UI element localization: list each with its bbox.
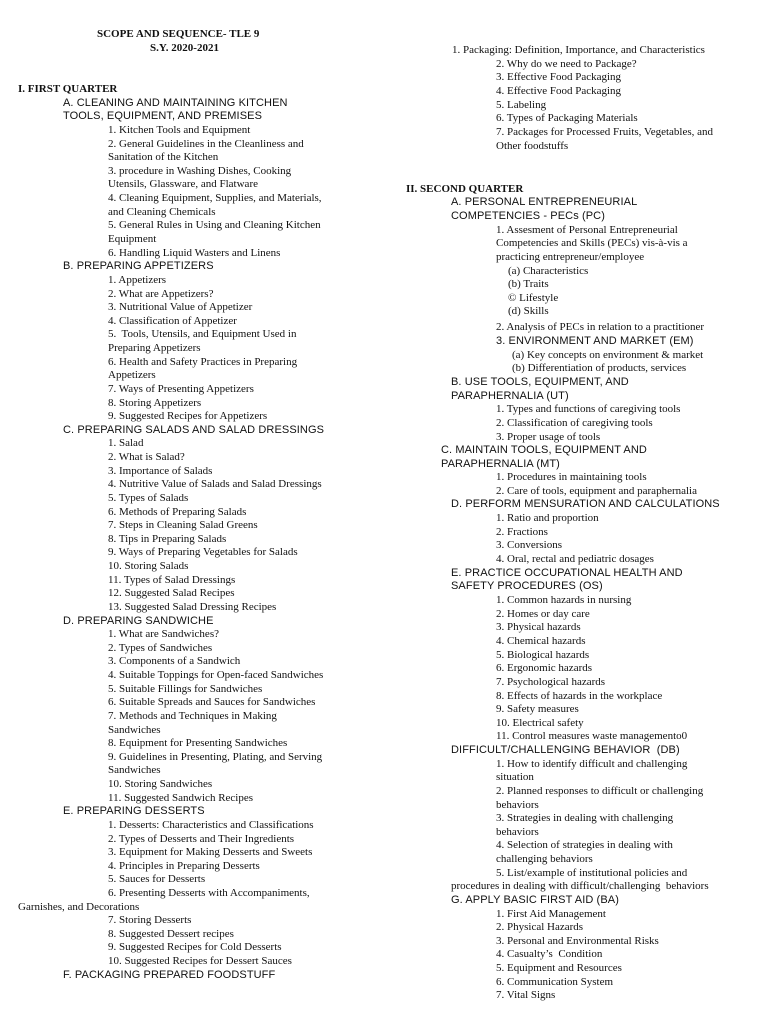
list-item: 1. First Aid Management: [496, 908, 606, 920]
list-item: (a) Key concepts on environment & market: [512, 349, 704, 361]
list-item: Appetizers: [108, 369, 156, 381]
section-heading: DIFFICULT/CHALLENGING BEHAVIOR (DB): [451, 744, 680, 756]
list-item: 1. Desserts: Characteristics and Classifications: [108, 819, 314, 831]
list-item: 6. Communication System: [496, 976, 614, 988]
list-item: behaviors: [496, 799, 539, 811]
list-item: 2. Classification of caregiving tools: [496, 417, 653, 429]
list-item: 1. Packaging: Definition, Importance, and Characteristics: [452, 44, 705, 56]
list-item: behaviors: [496, 826, 539, 838]
list-item: (b) Traits: [508, 278, 549, 290]
section-heading: A. PERSONAL ENTREPRENEURIAL: [451, 196, 638, 208]
list-item: Sandwiches: [108, 764, 161, 776]
list-item: 5. Equipment and Resources: [496, 962, 622, 974]
list-item: 1. Common hazards in nursing: [496, 594, 632, 606]
list-item: 3. Physical hazards: [496, 621, 581, 633]
list-item: 8. Storing Appetizers: [108, 397, 202, 409]
list-item: 4. Effective Food Packaging: [496, 85, 622, 97]
list-item: 2. Why do we need to Package?: [496, 58, 637, 70]
section-heading: B. PREPARING APPETIZERS: [63, 260, 214, 272]
list-item: 2. Fractions: [496, 526, 548, 538]
list-item: 1. How to identify difficult and challenging: [496, 758, 688, 770]
list-item: 6. Types of Packaging Materials: [496, 112, 638, 124]
list-item: 11. Control measures waste managemento0: [496, 730, 688, 742]
list-item: 10. Storing Sandwiches: [108, 778, 213, 790]
section-heading: A. CLEANING AND MAINTAINING KITCHEN: [63, 97, 288, 109]
list-item: 3. ENVIRONMENT AND MARKET (EM): [496, 335, 694, 347]
section-heading: C. MAINTAIN TOOLS, EQUIPMENT AND: [441, 444, 647, 456]
list-item: 5. Types of Salads: [108, 492, 189, 504]
list-item: 4. Suitable Toppings for Open-faced Sandwiches: [108, 669, 324, 681]
section-heading: F. PACKAGING PREPARED FOODSTUFF: [63, 969, 276, 981]
list-item: 8. Tips in Preparing Salads: [108, 533, 227, 545]
list-item: 1. Kitchen Tools and Equipment: [108, 124, 251, 136]
list-item: 3. Effective Food Packaging: [496, 71, 622, 83]
list-item: (a) Characteristics: [508, 265, 589, 277]
list-item: Sandwiches: [108, 724, 161, 736]
list-item: 4. Selection of strategies in dealing with: [496, 839, 673, 851]
list-item: Garnishes, and Decorations: [18, 901, 140, 913]
list-item: (b) Differentiation of products, services: [512, 362, 687, 374]
section-heading: E. PRACTICE OCCUPATIONAL HEALTH AND: [451, 567, 683, 579]
list-item: situation: [496, 771, 534, 783]
list-item: 7. Psychological hazards: [496, 676, 606, 688]
list-item: procedures in dealing with difficult/challenging behaviors: [451, 880, 709, 892]
section-heading: D. PERFORM MENSURATION AND CALCULATIONS: [451, 498, 720, 510]
list-item: 3. Importance of Salads: [108, 465, 213, 477]
list-item: 2. What is Salad?: [108, 451, 185, 463]
list-item: 2. Types of Sandwiches: [108, 642, 213, 654]
list-item: 7. Steps in Cleaning Salad Greens: [108, 519, 258, 531]
list-item: 13. Suggested Salad Dressing Recipes: [108, 601, 277, 613]
list-item: 9. Suggested Recipes for Appetizers: [108, 410, 268, 422]
list-item: 1. Salad: [108, 437, 144, 449]
list-item: 8. Equipment for Presenting Sandwiches: [108, 737, 288, 749]
list-item: 5. General Rules in Using and Cleaning Kitchen: [108, 219, 321, 231]
list-item: 3. Components of a Sandwich: [108, 655, 241, 667]
list-item: 5. List/example of institutional policies and: [496, 867, 688, 879]
list-item: 1. Procedures in maintaining tools: [496, 471, 647, 483]
list-item: 4. Classification of Appetizer: [108, 315, 237, 327]
list-item: 2. What are Appetizers?: [108, 288, 214, 300]
list-item: 1. What are Sandwiches?: [108, 628, 219, 640]
list-item: 2. Homes or day care: [496, 608, 590, 620]
list-item: 3. procedure in Washing Dishes, Cooking: [108, 165, 292, 177]
list-item: 4. Cleaning Equipment, Supplies, and Materials,: [108, 192, 322, 204]
list-item: 2. Planned responses to difficult or challenging: [496, 785, 704, 797]
list-item: 9. Guidelines in Presenting, Plating, and Serving: [108, 751, 323, 763]
list-item: 3. Equipment for Making Desserts and Sweets: [108, 846, 313, 858]
quarter-heading: II. SECOND QUARTER: [406, 183, 524, 195]
school-year: S.Y. 2020-2021: [150, 42, 219, 54]
list-item: 11. Suggested Sandwich Recipes: [108, 792, 254, 804]
list-item: 9. Suggested Recipes for Cold Desserts: [108, 941, 282, 953]
list-item: 10. Electrical safety: [496, 717, 584, 729]
section-heading: COMPETENCIES - PECs (PC): [451, 210, 605, 222]
list-item: Equipment: [108, 233, 157, 245]
section-heading: B. USE TOOLS, EQUIPMENT, AND: [451, 376, 629, 388]
list-item: 6. Presenting Desserts with Accompaniments,: [108, 887, 310, 899]
list-item: 4. Chemical hazards: [496, 635, 586, 647]
list-item: 1. Appetizers: [108, 274, 167, 286]
list-item: Other foodstuffs: [496, 140, 569, 152]
list-item: 5. Sauces for Desserts: [108, 873, 206, 885]
list-item: 1. Types and functions of caregiving tools: [496, 403, 681, 415]
section-heading: TOOLS, EQUIPMENT, AND PREMISES: [63, 110, 263, 122]
list-item: 5. Labeling: [496, 99, 547, 111]
list-item: Preparing Appetizers: [108, 342, 201, 354]
list-item: 1. Ratio and proportion: [496, 512, 599, 524]
list-item: 5. Tools, Utensils, and Equipment Used in: [108, 328, 297, 340]
list-item: 6. Handling Liquid Wasters and Linens: [108, 247, 281, 259]
list-item: 3. Conversions: [496, 539, 562, 551]
section-heading: D. PREPARING SANDWICHE: [63, 615, 214, 627]
section-heading: SAFETY PROCEDURES (OS): [451, 580, 603, 592]
list-item: challenging behaviors: [496, 853, 593, 865]
list-item: 10. Suggested Recipes for Dessert Sauces: [108, 955, 292, 967]
section-heading: PARAPHERNALIA (MT): [441, 458, 560, 470]
list-item: 2. Physical Hazards: [496, 921, 584, 933]
list-item: 9. Safety measures: [496, 703, 579, 715]
list-item: 7. Storing Desserts: [108, 914, 192, 926]
list-item: Competencies and Skills (PECs) vis-à-vis a: [496, 237, 688, 249]
list-item: 11. Types of Salad Dressings: [108, 574, 236, 586]
list-item: 1. Assesment of Personal Entrepreneurial: [496, 224, 678, 236]
list-item: 8. Suggested Dessert recipes: [108, 928, 234, 940]
list-item: 4. Oral, rectal and pediatric dosages: [496, 553, 654, 565]
list-item: 2. Care of tools, equipment and paraphernalia: [496, 485, 697, 497]
section-heading: PARAPHERNALIA (UT): [451, 390, 569, 402]
list-item: © Lifestyle: [508, 292, 559, 304]
list-item: 6. Suitable Spreads and Sauces for Sandwiches: [108, 696, 316, 708]
list-item: 5. Suitable Fillings for Sandwiches: [108, 683, 263, 695]
list-item: 2. Types of Desserts and Their Ingredients: [108, 833, 295, 845]
list-item: 3. Proper usage of tools: [496, 431, 601, 443]
list-item: 4. Principles in Preparing Desserts: [108, 860, 260, 872]
quarter-heading: I. FIRST QUARTER: [18, 83, 118, 95]
list-item: and Cleaning Chemicals: [108, 206, 216, 218]
list-item: 3. Nutritional Value of Appetizer: [108, 301, 253, 313]
list-item: 12. Suggested Salad Recipes: [108, 587, 235, 599]
list-item: 10. Storing Salads: [108, 560, 189, 572]
list-item: practicing entrepreneur/employee: [496, 251, 645, 263]
list-item: 7. Vital Signs: [496, 989, 556, 1001]
list-item: Sanitation of the Kitchen: [108, 151, 219, 163]
list-item: 8. Effects of hazards in the workplace: [496, 690, 663, 702]
list-item: 2. Analysis of PECs in relation to a practitioner: [496, 321, 705, 333]
list-item: 6. Ergonomic hazards: [496, 662, 593, 674]
list-item: 3. Personal and Environmental Risks: [496, 935, 659, 947]
section-heading: G. APPLY BASIC FIRST AID (BA): [451, 894, 619, 906]
list-item: 6. Methods of Preparing Salads: [108, 506, 247, 518]
section-heading: E. PREPARING DESSERTS: [63, 805, 205, 817]
list-item: Utensils, Glassware, and Flatware: [108, 178, 258, 190]
list-item: 5. Biological hazards: [496, 649, 590, 661]
list-item: (d) Skills: [508, 305, 549, 317]
list-item: 2. General Guidelines in the Cleanliness and: [108, 138, 304, 150]
list-item: 6. Health and Safety Practices in Preparing: [108, 356, 298, 368]
list-item: 7. Ways of Presenting Appetizers: [108, 383, 254, 395]
list-item: 7. Packages for Processed Fruits, Vegetables, and: [496, 126, 713, 138]
list-item: 4. Nutritive Value of Salads and Salad Dressings: [108, 478, 322, 490]
section-heading: C. PREPARING SALADS AND SALAD DRESSINGS: [63, 424, 325, 436]
list-item: 9. Ways of Preparing Vegetables for Salads: [108, 546, 298, 558]
list-item: 7. Methods and Techniques in Making: [108, 710, 277, 722]
list-item: 4. Casualty’s Condition: [496, 948, 603, 960]
list-item: 3. Strategies in dealing with challenging: [496, 812, 674, 824]
document-title: SCOPE AND SEQUENCE- TLE 9: [97, 28, 260, 40]
